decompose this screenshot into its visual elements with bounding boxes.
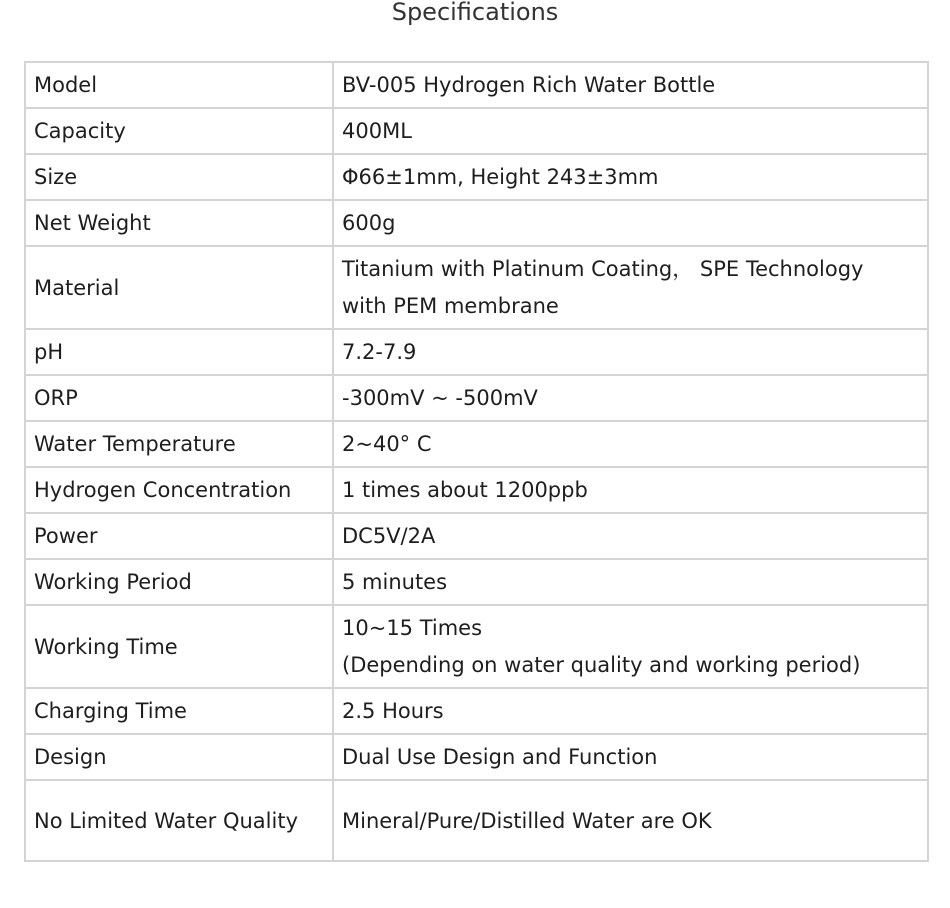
spec-value-line: Dual Use Design and Function [342,745,658,769]
spec-name: ORP [25,375,333,421]
spec-name: Water Temperature [25,421,333,467]
table-row [25,108,928,154]
table-row [25,329,928,375]
spec-value-line: 400ML [342,119,412,143]
spec-value-line: 2.5 Hours [342,699,444,723]
spec-value-line: 7.2-7.9 [342,340,417,364]
spec-value [333,559,928,605]
table-row [25,605,928,688]
spec-value [333,421,928,467]
table-row [25,200,928,246]
spec-value [333,200,928,246]
table-row [25,559,928,605]
spec-value-line: Φ66±1mm, Height 243±3mm [342,165,659,189]
spec-value-line: BV-005 Hydrogen Rich Water Bottle [342,73,716,97]
spec-value-line: 5 minutes [342,570,448,594]
spec-value [333,734,928,780]
spec-name: Hydrogen Concentration [25,467,333,513]
table-row [25,246,928,329]
spec-value [333,329,928,375]
spec-value-line: -300mV ~ -500mV [342,386,538,410]
spec-value [333,62,928,108]
spec-value-line: (Depending on water quality and working period) [342,653,861,677]
spec-value [333,108,928,154]
spec-name: Size [25,154,333,200]
spec-name: Design [25,734,333,780]
spec-value-line: DC5V/2A [342,524,436,548]
page-title: Specifications [391,0,559,26]
spec-value [333,513,928,559]
spec-value-line: with PEM membrane [342,294,559,318]
spec-value [333,246,928,329]
spec-name: Charging Time [25,688,333,734]
table-row [25,375,928,421]
spec-name: Capacity [25,108,333,154]
spec-name: Net Weight [25,200,333,246]
spec-value [333,780,928,861]
spec-value [333,688,928,734]
table-row [25,780,928,861]
spec-name: Material [25,246,333,329]
table-row [25,62,928,108]
spec-name: Model [25,62,333,108]
table-row [25,467,928,513]
spec-value [333,467,928,513]
spec-name: Working Time [25,605,333,688]
spec-value [333,605,928,688]
spec-value-line: 2~40° C [342,432,432,456]
spec-value [333,154,928,200]
spec-value-line: 10~15 Times [342,616,483,640]
table-row [25,421,928,467]
spec-name: Working Period [25,559,333,605]
spec-value-line: Titanium with Platinum Coating， SPE Technology [342,257,864,281]
spec-name: pH [25,329,333,375]
spec-name: Power [25,513,333,559]
specifications-table [24,61,929,862]
table-row [25,734,928,780]
table-row [25,513,928,559]
table-row [25,154,928,200]
spec-name: No Limited Water Quality [25,780,333,861]
spec-value-line: Mineral/Pure/Distilled Water are OK [342,808,712,833]
spec-value [333,375,928,421]
table-row [25,688,928,734]
spec-value-line: 1 times about 1200ppb [342,478,588,502]
spec-value-line: 600g [342,211,396,235]
